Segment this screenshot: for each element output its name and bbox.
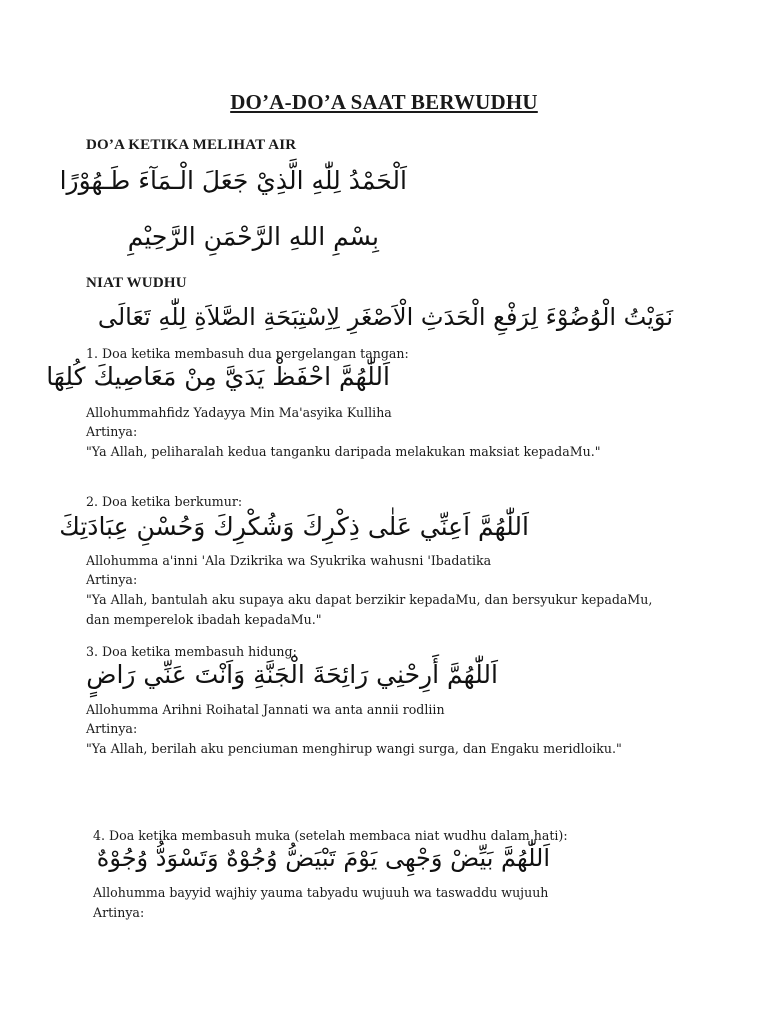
heading-doa-melihat-air: DO’A KETIKA MELIHAT AIR [86, 137, 297, 153]
doa-4-label: 4. Doa ketika membasuh muka (setelah membaca niat wudhu dalam hati): [93, 828, 568, 843]
doa-4-latin: Allohumma bayyid wajhiy yauma tabyadu wujuuh wa taswaddu wujuuh [93, 885, 549, 900]
doa-2-label: 2. Doa ketika berkumur: [86, 494, 243, 509]
doa-3-label: 3. Doa ketika membasuh hidung: [86, 644, 297, 659]
page-title: DO’A-DO’A SAAT BERWUDHU [230, 90, 538, 114]
doa-4-artinya-label: Artinya: [93, 905, 145, 920]
doa-1-artinya-label: Artinya: [86, 424, 138, 439]
doa-2-meaning: "Ya Allah, bantulah aku supaya aku dapat berzikir kepadaMu, dan bersyukur kepadaMu, dan memperelok ibadah kepadaMu." [86, 592, 653, 627]
doa-2-latin: Allohumma a'inni 'Ala Dzikrika wa Syukrika wahusni 'Ibadatika [86, 553, 492, 568]
doa-4-arabic: اَللّٰهُمَّ بَيِّضْ وَجْهِى يَوْمَ تَبْيَضُّ وُجُوْهٌ وَتَسْوَدُّ وُجُوْهٌ [96, 844, 550, 872]
arabic-doa-melihat-air: اَلْحَمْدُ لِلّٰهِ الَّذِيْ جَعَلَ الْـمَآءَ طَـهُوْرًا [59, 166, 407, 195]
doa-3-artinya-label: Artinya: [86, 721, 138, 736]
doa-3-arabic: اَللّٰهُمَّ أَرِحْنِي رَائِحَةَ الْجَنَّةِ وَاَنْتَ عَنِّي رَاضٍ [86, 660, 498, 689]
doa-2-artinya-label: Artinya: [86, 572, 138, 587]
doa-1-latin: Allohummahfidz Yadayya Min Ma'asyika Kulliha [86, 405, 392, 420]
doa-1-meaning: "Ya Allah, peliharalah kedua tanganku daripada melakukan maksiat kepadaMu." [86, 444, 601, 459]
doa-1-label: 1. Doa ketika membasuh dua pergelangan tangan: [86, 346, 409, 361]
doa-2-arabic: اَللّٰهُمَّ اَعِنِّي عَلٰى ذِكْرِكَ وَشُكْرِكَ وَحُسْنِ عِبَادَتِكَ [59, 512, 529, 541]
doa-3-latin: Allohumma Arihni Roihatal Jannati wa anta annii rodliin [86, 702, 445, 717]
arabic-basmalah: بِسْمِ اللهِ الرَّحْمَنِ الرَّحِيْمِ [127, 222, 379, 251]
doa-1-arabic: اَللّٰهُمَّ احْفَظْ يَدَيَّ مِنْ مَعَاصِيكَ كُلِهَا [46, 362, 390, 391]
heading-niat-wudhu: NIAT WUDHU [86, 275, 187, 291]
arabic-niat-wudhu: نَوَيْتُ الْوُضُوْءَ لِرَفْعِ الْحَدَثِ الْاَصْغَرِ لِاِسْتِبَحَةِ الصَّلاَةِ لِلّٰهِ تَعَالَى [97, 303, 673, 331]
doa-3-meaning: "Ya Allah, berilah aku penciuman menghirup wangi surga, dan Engaku meridloiku." [86, 741, 622, 756]
